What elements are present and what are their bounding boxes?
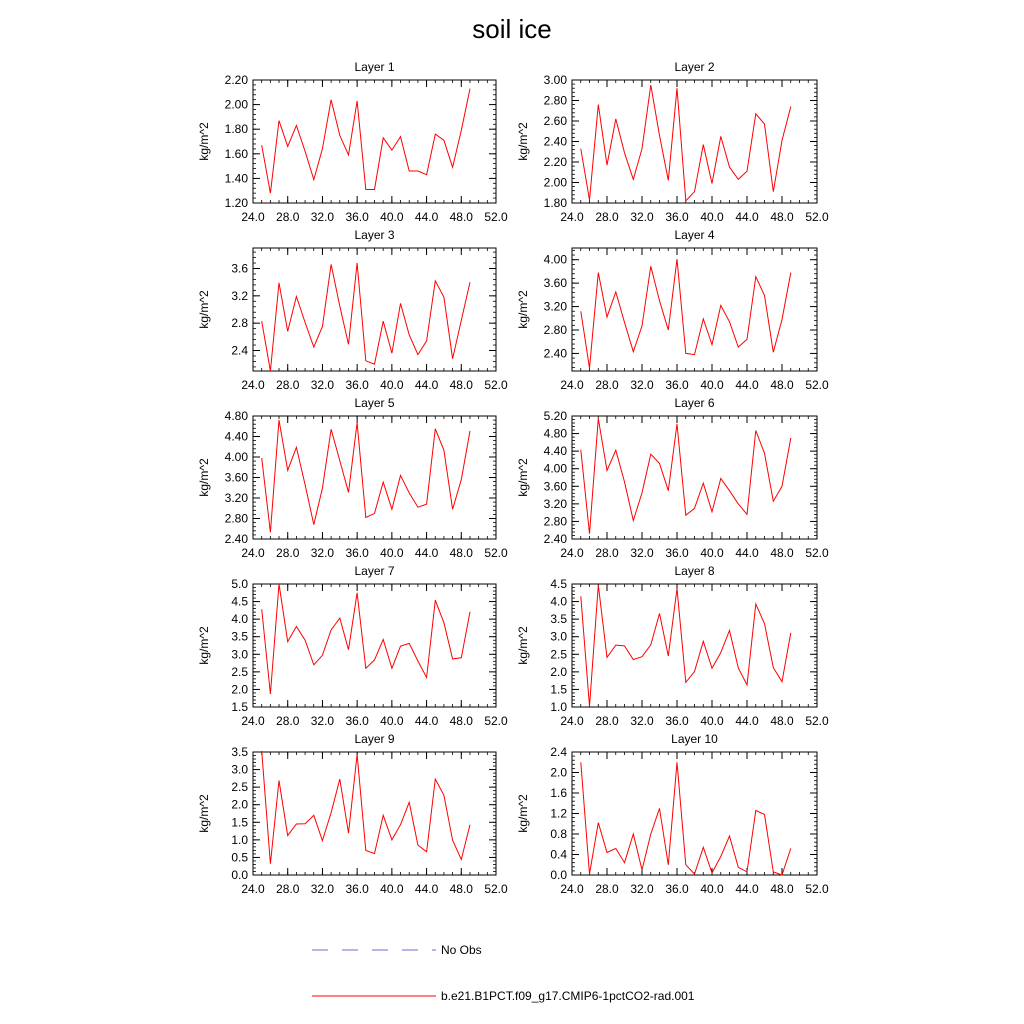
y-tick-label: 3.2	[231, 288, 248, 303]
x-tick-label: 52.0	[805, 882, 829, 896]
x-tick-label: 48.0	[770, 882, 794, 896]
x-tick-label: 52.0	[484, 210, 508, 224]
y-tick-label: 1.5	[231, 815, 248, 830]
panels-group	[197, 60, 829, 896]
x-tick-label: 44.0	[735, 210, 759, 224]
y-tick-label: 0.4	[550, 847, 567, 862]
series-line-model	[262, 751, 470, 864]
y-axis-label: kg/m^2	[516, 122, 530, 161]
x-tick-label: 28.0	[595, 378, 619, 392]
y-tick-label: 4.80	[224, 409, 248, 423]
y-tick-label: 3.00	[543, 73, 567, 87]
plot-frame	[572, 584, 817, 707]
x-tick-label: 32.0	[310, 714, 335, 728]
y-tick-label: 2.5	[231, 664, 248, 679]
legend-model-label: b.e21.B1PCT.f09_g17.CMIP6-1pctCO2-rad.001	[441, 989, 695, 1003]
y-tick-label: 2.40	[224, 532, 248, 546]
y-tick-label: 2.0	[550, 765, 567, 780]
y-tick-label: 2.40	[543, 346, 567, 361]
y-tick-label: 3.20	[543, 496, 567, 511]
y-axis-label: kg/m^2	[197, 290, 211, 329]
y-tick-label: 3.0	[231, 647, 248, 662]
x-tick-label: 36.0	[665, 882, 689, 896]
y-tick-label: 3.60	[543, 479, 567, 494]
y-tick-label: 1.0	[550, 700, 567, 714]
plot-frame	[253, 248, 496, 371]
y-tick-label: 5.20	[543, 409, 567, 423]
panel-title: Layer 7	[354, 564, 395, 578]
y-tick-label: 2.40	[543, 532, 567, 546]
x-tick-label: 48.0	[449, 882, 473, 896]
plot-frame	[572, 752, 817, 875]
x-tick-label: 28.0	[595, 882, 619, 896]
x-tick-label: 52.0	[484, 714, 508, 728]
x-tick-label: 40.0	[700, 378, 724, 392]
series-line-model	[581, 85, 791, 201]
y-tick-label: 1.5	[231, 700, 248, 714]
y-tick-label: 2.20	[224, 73, 248, 87]
panel-layer-10	[516, 732, 829, 896]
y-tick-label: 3.60	[224, 470, 248, 485]
series-line-model	[581, 585, 791, 706]
plot-frame	[253, 416, 496, 539]
y-tick-label: 3.0	[550, 629, 567, 644]
y-tick-label: 1.40	[224, 171, 248, 186]
y-tick-label: 3.5	[231, 745, 248, 759]
y-tick-label: 0.0	[550, 868, 567, 882]
series-line-model	[581, 419, 791, 534]
x-tick-label: 44.0	[414, 378, 439, 392]
x-tick-label: 24.0	[241, 378, 265, 392]
y-tick-label: 2.0	[231, 797, 248, 812]
y-tick-label: 3.5	[550, 612, 567, 627]
x-tick-label: 32.0	[630, 378, 654, 392]
x-tick-label: 36.0	[345, 882, 369, 896]
x-tick-label: 24.0	[241, 546, 265, 560]
y-axis-label: kg/m^2	[197, 794, 211, 833]
y-tick-label: 1.80	[543, 196, 567, 210]
x-tick-label: 40.0	[380, 882, 404, 896]
x-tick-label: 36.0	[665, 378, 689, 392]
x-tick-label: 52.0	[805, 378, 829, 392]
x-tick-label: 36.0	[345, 210, 369, 224]
y-tick-label: 4.00	[224, 450, 248, 464]
y-tick-label: 0.8	[550, 827, 567, 841]
x-tick-label: 40.0	[700, 882, 724, 896]
x-tick-label: 52.0	[484, 882, 508, 896]
y-tick-label: 4.5	[231, 594, 248, 609]
panel-layer-2	[516, 60, 829, 224]
x-tick-label: 48.0	[770, 210, 794, 224]
series-line-model	[262, 89, 470, 194]
x-tick-label: 36.0	[665, 546, 689, 560]
x-tick-label: 40.0	[380, 546, 404, 560]
x-tick-label: 44.0	[735, 882, 759, 896]
x-tick-label: 36.0	[345, 714, 369, 728]
y-tick-label: 4.0	[231, 612, 248, 627]
x-tick-label: 24.0	[560, 378, 584, 392]
legend-obs-label: No Obs	[441, 943, 482, 957]
y-tick-label: 2.0	[550, 664, 567, 679]
panel-layer-3	[197, 228, 508, 392]
y-tick-label: 2.80	[543, 323, 567, 337]
x-tick-label: 28.0	[276, 546, 300, 560]
y-tick-label: 1.0	[231, 832, 248, 847]
panel-title: Layer 8	[674, 564, 715, 578]
x-tick-label: 44.0	[735, 546, 759, 560]
x-tick-label: 52.0	[805, 210, 829, 224]
x-tick-label: 52.0	[484, 378, 508, 392]
x-tick-label: 32.0	[310, 210, 335, 224]
series-line-model	[262, 263, 470, 371]
panel-layer-8	[516, 564, 829, 728]
x-tick-label: 44.0	[414, 546, 439, 560]
x-tick-label: 48.0	[449, 714, 473, 728]
chart-title: soil ice	[472, 14, 552, 44]
x-tick-label: 28.0	[595, 714, 619, 728]
x-tick-label: 48.0	[770, 378, 794, 392]
y-tick-label: 3.0	[231, 762, 248, 777]
plot-frame	[572, 416, 817, 539]
y-tick-label: 2.0	[231, 682, 248, 697]
x-tick-label: 40.0	[700, 546, 724, 560]
y-tick-label: 2.80	[543, 514, 567, 529]
y-axis-label: kg/m^2	[516, 626, 530, 665]
y-tick-label: 1.80	[224, 122, 248, 137]
y-tick-label: 4.80	[543, 426, 567, 441]
x-tick-label: 32.0	[310, 546, 335, 560]
series-line-model	[581, 762, 791, 875]
y-tick-label: 2.5	[231, 780, 248, 795]
x-tick-label: 28.0	[595, 210, 619, 224]
panel-layer-1	[197, 60, 508, 224]
y-axis-label: kg/m^2	[197, 122, 211, 161]
y-tick-label: 2.80	[543, 93, 567, 108]
y-tick-label: 1.20	[224, 196, 248, 210]
x-tick-label: 32.0	[630, 714, 654, 728]
y-axis-label: kg/m^2	[197, 458, 211, 497]
x-tick-label: 24.0	[560, 210, 584, 224]
y-tick-label: 4.0	[550, 594, 567, 609]
y-tick-label: 2.20	[543, 155, 567, 169]
y-tick-label: 3.60	[543, 276, 567, 291]
panel-layer-7	[197, 564, 508, 728]
panel-layer-5	[197, 396, 508, 560]
x-tick-label: 28.0	[276, 714, 300, 728]
y-tick-label: 3.5	[231, 629, 248, 644]
x-tick-label: 24.0	[241, 714, 265, 728]
x-tick-label: 48.0	[770, 546, 794, 560]
x-tick-label: 28.0	[276, 882, 300, 896]
panel-title: Layer 1	[354, 60, 395, 74]
x-tick-label: 24.0	[241, 882, 265, 896]
x-tick-label: 32.0	[630, 882, 654, 896]
x-tick-label: 52.0	[805, 546, 829, 560]
x-tick-label: 48.0	[449, 210, 473, 224]
x-tick-label: 40.0	[700, 210, 724, 224]
x-tick-label: 24.0	[241, 210, 265, 224]
y-tick-label: 1.2	[550, 806, 567, 821]
y-tick-label: 2.60	[543, 114, 567, 128]
x-tick-label: 44.0	[414, 714, 439, 728]
panel-title: Layer 6	[674, 396, 715, 410]
x-tick-label: 24.0	[560, 714, 584, 728]
x-tick-label: 28.0	[595, 546, 619, 560]
x-tick-label: 28.0	[276, 210, 300, 224]
x-tick-label: 36.0	[665, 210, 689, 224]
x-tick-label: 40.0	[380, 714, 404, 728]
x-tick-label: 24.0	[560, 882, 584, 896]
y-tick-label: 5.0	[231, 577, 248, 591]
series-line-model	[262, 584, 470, 694]
x-tick-label: 44.0	[414, 882, 439, 896]
y-tick-label: 3.6	[231, 261, 248, 276]
y-tick-label: 2.4	[550, 745, 567, 759]
y-tick-label: 2.40	[543, 134, 567, 149]
x-tick-label: 24.0	[560, 546, 584, 560]
panel-title: Layer 9	[354, 732, 395, 746]
panel-title: Layer 2	[674, 60, 715, 74]
x-tick-label: 36.0	[345, 546, 369, 560]
x-tick-label: 40.0	[380, 210, 404, 224]
x-tick-label: 48.0	[449, 378, 473, 392]
series-line-model	[581, 259, 791, 368]
y-axis-label: kg/m^2	[197, 626, 211, 665]
y-tick-label: 4.00	[543, 252, 567, 267]
y-tick-label: 3.20	[543, 299, 567, 314]
x-tick-label: 28.0	[276, 378, 300, 392]
y-tick-label: 4.5	[550, 577, 567, 591]
x-tick-label: 32.0	[310, 378, 335, 392]
panel-title: Layer 4	[674, 228, 715, 242]
y-tick-label: 4.40	[543, 444, 567, 459]
x-tick-label: 52.0	[484, 546, 508, 560]
y-tick-label: 0.0	[231, 868, 248, 882]
x-tick-label: 48.0	[449, 546, 473, 560]
y-tick-label: 2.4	[231, 343, 248, 358]
x-tick-label: 36.0	[345, 378, 369, 392]
y-tick-label: 2.00	[543, 175, 567, 190]
panel-title: Layer 3	[354, 228, 395, 242]
x-tick-label: 52.0	[805, 714, 829, 728]
x-tick-label: 32.0	[630, 546, 654, 560]
panel-title: Layer 10	[671, 732, 718, 746]
y-tick-label: 3.20	[224, 491, 248, 505]
series-line-model	[262, 420, 470, 532]
y-tick-label: 2.5	[550, 647, 567, 662]
y-tick-label: 0.5	[231, 850, 248, 865]
panel-layer-6	[516, 396, 829, 560]
y-axis-label: kg/m^2	[516, 458, 530, 497]
x-tick-label: 32.0	[630, 210, 654, 224]
y-tick-label: 4.00	[543, 461, 567, 476]
x-tick-label: 32.0	[310, 882, 335, 896]
y-tick-label: 1.60	[224, 146, 248, 161]
x-tick-label: 44.0	[735, 378, 759, 392]
y-axis-label: kg/m^2	[516, 794, 530, 833]
x-tick-label: 40.0	[700, 714, 724, 728]
x-tick-label: 44.0	[735, 714, 759, 728]
x-tick-label: 36.0	[665, 714, 689, 728]
y-tick-label: 1.5	[550, 682, 567, 697]
y-tick-label: 4.40	[224, 429, 248, 444]
plot-frame	[253, 584, 496, 707]
panel-title: Layer 5	[354, 396, 395, 410]
y-tick-label: 2.8	[231, 316, 248, 331]
panel-layer-9	[197, 732, 508, 896]
y-tick-label: 2.00	[224, 97, 248, 112]
y-tick-label: 1.6	[550, 786, 567, 800]
x-tick-label: 40.0	[380, 378, 404, 392]
legend	[312, 943, 695, 1003]
plot-frame	[572, 80, 817, 203]
y-axis-label: kg/m^2	[516, 290, 530, 329]
panel-layer-4	[516, 228, 829, 392]
x-tick-label: 44.0	[414, 210, 439, 224]
x-tick-label: 48.0	[770, 714, 794, 728]
y-tick-label: 2.80	[224, 511, 248, 526]
